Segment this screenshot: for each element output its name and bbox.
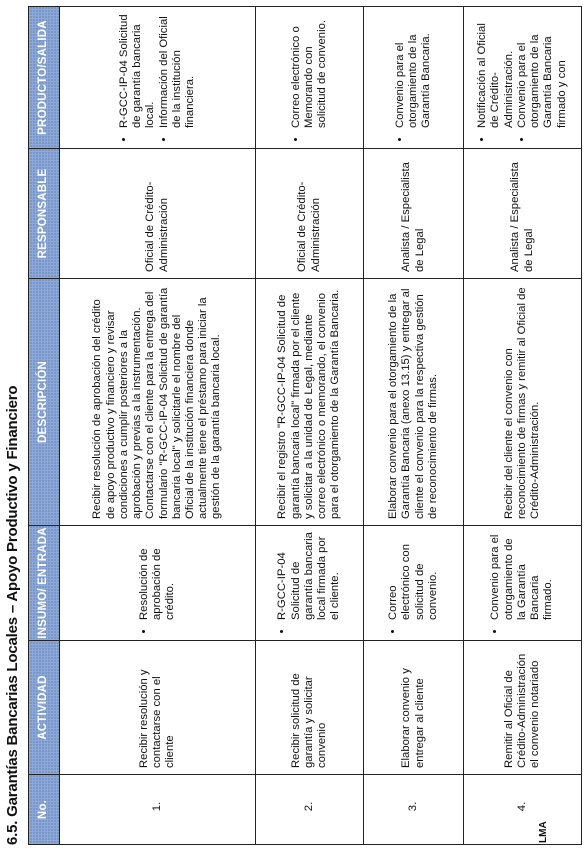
row-insumo: [256, 526, 364, 641]
insumo-item: • R-GCC-IP-04 Solicitud de garantía bancaria local firmada por el cliente.: [276, 532, 342, 620]
row-number: 3.: [364, 775, 464, 845]
table-row: [364, 7, 464, 845]
header-no: No.: [29, 775, 60, 845]
header-descripcion: DESCRIPCIÓN: [29, 279, 60, 526]
row-actividad: Recibir resolución y contactarse con el cliente: [60, 641, 256, 775]
insumo-item: • Correo electrónico con solicitud de convenio.: [387, 532, 440, 620]
procedure-table: [28, 6, 582, 845]
table-row: [464, 7, 582, 845]
row-descripcion: Recibir el registro "R-GCC-IP-04 Solicitud de garantía bancaria local" firmada por el cliente y solicitar a la unidad de Legal, mediante correo electrónico o memorando, el convenio para el otorgamiento de la Garantía Bancaria.: [256, 279, 364, 526]
row-producto: [364, 7, 464, 149]
row-responsable: Oficial de Crédito-Administración: [256, 149, 364, 279]
row-number: 2.: [256, 775, 364, 845]
header-insumo: INSUMO/ ENTRADA: [29, 526, 60, 641]
row-responsable: Analista / Especialista de Legal: [464, 149, 582, 279]
producto-item: • Correo electrónico o Memorando con solicitud de convenio.: [290, 13, 330, 128]
header-actividad: ACTIVIDAD: [29, 641, 60, 775]
header-responsable: RESPONSABLE: [29, 149, 60, 279]
row-insumo: [464, 526, 582, 641]
section-heading: 6.5. Garantías Bancarias Locales – Apoyo Productivo y Financiero: [4, 385, 21, 845]
table-row: [256, 7, 364, 845]
row-producto: [60, 7, 256, 149]
row-descripcion: Recibir resolución de aprobación del crédito de apoyo productivo y financiero y revisar condiciones a cumplir posteriores a la aprobación y previas a la instrumentación. Contactarse con el cliente para la entrega del formulario "R-GCC-IP-04 Solicitud de garantía bancaria local" y solicitarle el nombre del Oficial de la institución financiera donde actualmente tiene el préstamo para iniciar la gestión de la garantía bancaria local.: [60, 279, 256, 526]
row-producto: [464, 7, 582, 149]
producto-item: • Convenio para el otorgamiento de la Garantía Bancaria.: [394, 13, 434, 128]
row-actividad: Elaborar convenio y entregar al cliente: [364, 641, 464, 775]
row-responsable: Analista / Especialista de Legal: [364, 149, 464, 279]
row-actividad: Recibir solicitud de garantía y solicitar convenio: [256, 641, 364, 775]
header-producto: PRODUCTO/SALIDA: [29, 7, 60, 149]
header-row: [29, 7, 60, 845]
row-responsable: Oficial de Crédito-Administración: [60, 149, 256, 279]
producto-item: • Información del Oficial de la institución financiera.: [158, 13, 198, 128]
row-descripcion: Recibir del cliente el convenio con reconocimiento de firmas y remitir al Oficial de Crédito-Administración.: [464, 279, 582, 526]
row-insumo: [60, 526, 256, 641]
insumo-item: • Resolución de aprobación de crédito.: [138, 532, 178, 620]
row-insumo: [364, 526, 464, 641]
insumo-item: • Convenio para el otorgamiento de la Garantía Bancaria firmado.: [489, 532, 555, 620]
footer-mark: L⁠M⁠A: [538, 821, 549, 843]
table-row: [60, 7, 256, 845]
row-descripcion: Elaborar convenio para el otorgamiento de la Garantía Bancaria (anexo 13.15) y entregar al cliente el convenio para la respectiva gestión de reconocimiento de firmas.: [364, 279, 464, 526]
producto-item: • Convenio para el otorgamiento de la Garantía Bancaria firmado y con: [516, 13, 569, 128]
row-number: 4.: [464, 775, 582, 845]
row-producto: [256, 7, 364, 149]
row-number: 1.: [60, 775, 256, 845]
producto-item: • Notificación al Oficial de Crédito-Administración.: [476, 13, 516, 128]
row-actividad: Remitir al Oficial de Crédito-Administración el convenio notariado: [464, 641, 582, 775]
producto-item: • R-GCC-IP-04 Solicitud de garantía bancaria local.: [118, 13, 158, 128]
